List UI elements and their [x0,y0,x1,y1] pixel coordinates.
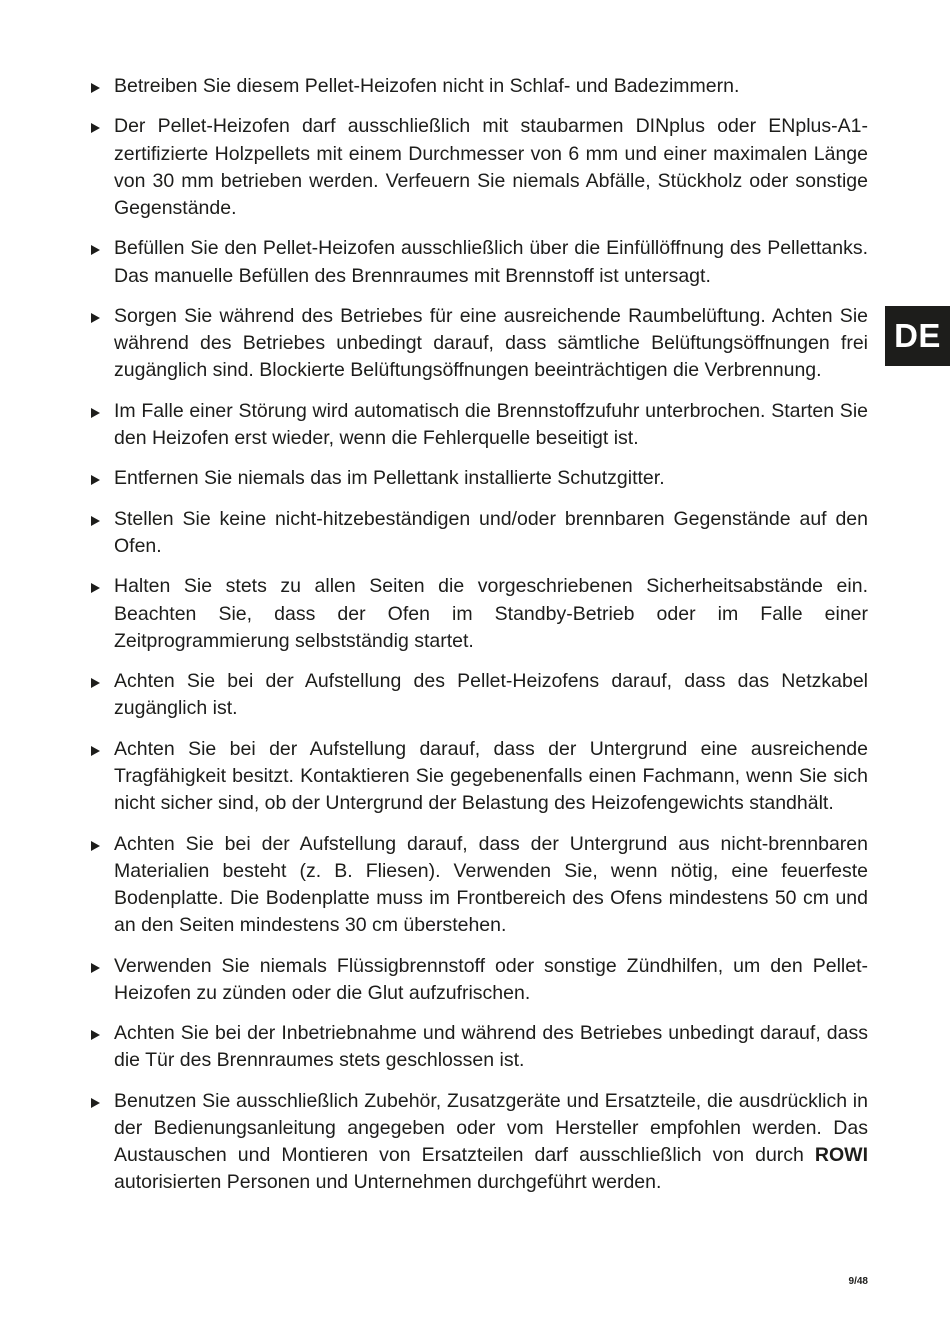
list-item [88,736,868,818]
page-number: 9/48 [848,1276,868,1287]
triangle-bullet-icon [91,1098,100,1108]
triangle-bullet-icon [91,963,100,973]
list-item [88,1088,868,1197]
triangle-bullet-icon [91,475,100,485]
list-item-text-before: Benutzen Sie ausschließlich Zubehör, Zusatzgeräte und Ersatzteile, die ausdrücklich in der Bedienungsanleitung angegeben oder vom Hersteller empfohlen werden. Das Austauschen und Montieren von Ersatzteilen darf ausschließlich von durch [114,1089,868,1167]
list-item-text [114,1090,868,1194]
list-item-text-after: autorisierten Personen und Unternehmen durchgeführt werden. [114,1171,662,1194]
list-item [88,573,868,655]
list-item-text: Achten Sie bei der Inbetriebnahme und während des Betriebes unbedingt darauf, dass die Tür des Brennraumes stets geschlossen ist. [114,1022,868,1072]
list-item [88,953,868,1007]
list-item-text: Befüllen Sie den Pellet-Heizofen ausschließlich über die Einfüllöffnung des Pellettanks. Das manuelle Befüllen des Brennraumes mit Brennstoff ist untersagt. [114,237,868,287]
list-item [88,398,868,452]
triangle-bullet-icon [91,1030,100,1040]
triangle-bullet-icon [91,313,100,323]
list-item [88,1020,868,1074]
list-item-text: Verwenden Sie niemals Flüssigbrennstoff oder sonstige Zündhilfen, um den Pellet-Heizofen zu zünden oder die Glut aufzufrischen. [114,954,868,1004]
triangle-bullet-icon [91,678,100,688]
list-item-text: Im Falle einer Störung wird automatisch die Brennstoffzufuhr unterbrochen. Starten Sie den Heizofen erst wieder, wenn die Fehlerquelle beseitigt ist. [114,399,868,449]
list-item [88,235,868,289]
triangle-bullet-icon [91,123,100,133]
list-item [88,506,868,560]
triangle-bullet-icon [91,746,100,756]
list-item [88,668,868,722]
safety-instructions-list [88,73,868,1210]
triangle-bullet-icon [91,841,100,851]
list-item-text: Entfernen Sie niemals das im Pellettank installierte Schutzgitter. [114,467,665,490]
list-item [88,73,868,100]
triangle-bullet-icon [91,83,100,93]
list-item-text: Achten Sie bei der Aufstellung darauf, dass der Untergrund aus nicht-brennbaren Materialien besteht (z. B. Fliesen). Verwenden Sie, wenn nötig, eine feuerfeste Bodenplatte. Die Bodenplatte muss im Frontbereich des Ofens mindestens 50 cm und an den Seiten mindestens 30 cm überstehen. [114,832,868,937]
list-item-text: Stellen Sie keine nicht-hitzebeständigen und/oder brennbaren Gegenstände auf den Ofen. [114,507,868,557]
list-item-text: Achten Sie bei der Aufstellung des Pellet-Heizofens darauf, dass das Netzkabel zugänglich ist. [114,670,868,720]
triangle-bullet-icon [91,516,100,526]
list-item [88,465,868,492]
list-item-text: Achten Sie bei der Aufstellung darauf, dass der Untergrund eine ausreichende Tragfähigkeit besitzt. Kontaktieren Sie gegebenenfalls einen Fachmann, wenn Sie sich nicht sicher sind, ob der Untergrund der Belastung des Heizofengewichts standhält. [114,737,868,815]
list-item [88,831,868,940]
list-item-text: Der Pellet-Heizofen darf ausschließlich mit staubarmen DINplus oder ENplus-A1-zertifizierte Holzpellets mit einem Durchmesser von 6 mm und einer maximalen Länge von 30 mm betrieben werden. Verfeuern Sie niemals Abfälle, Stückholz oder sonstige Gegenstände. [114,115,868,219]
triangle-bullet-icon [91,583,100,593]
list-item-text: Betreiben Sie diesem Pellet-Heizofen nicht in Schlaf- und Badezimmern. [114,75,740,97]
list-item [88,303,868,385]
brand-name: ROWI [814,1144,868,1167]
list-item [88,113,868,222]
language-tab: DE [885,306,950,366]
list-item-text: Halten Sie stets zu allen Seiten die vorgeschriebenen Sicherheitsabstände ein. Beachten Sie, dass der Ofen im Standby-Betrieb oder im Falle einer Zeitprogrammierung selbstständig startet. [114,575,868,652]
triangle-bullet-icon [91,408,100,418]
triangle-bullet-icon [91,245,100,255]
list-item-text: Sorgen Sie während des Betriebes für eine ausreichende Raumbelüftung. Achten Sie während des Betriebes unbedingt darauf, dass sämtliche Belüftungsöffnungen frei zugänglich sind. Blockierte Belüftungsöffnungen beeinträchtigen die Verbrennung. [114,304,868,382]
